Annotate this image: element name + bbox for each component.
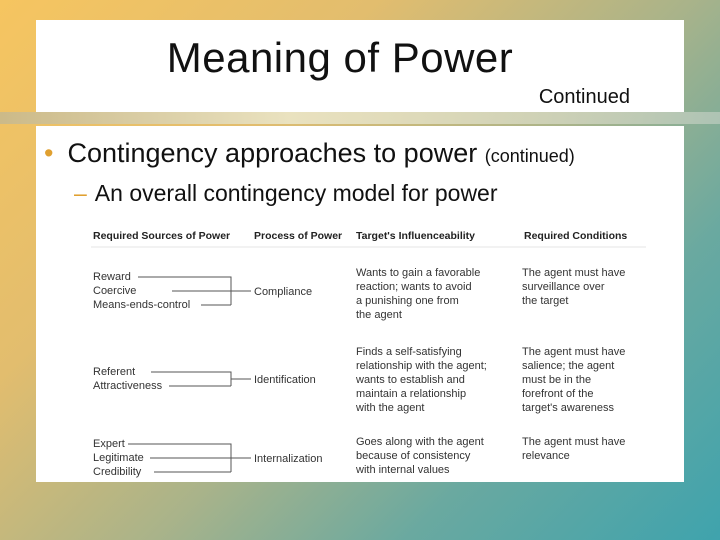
content-area [36, 126, 684, 482]
slide-subtitle: Continued [538, 86, 630, 108]
influence-line: maintain a relationship [356, 388, 467, 400]
process-label: Compliance [254, 286, 313, 298]
influence-line: wants to establish and [356, 374, 465, 386]
sub-bullet-text: An overall contingency model for power [94, 180, 498, 206]
main-bullet [44, 138, 575, 169]
source-label: Expert [93, 438, 125, 450]
main-bullet-text: Contingency approaches to power [67, 138, 478, 168]
source-label: Coercive [93, 285, 137, 297]
influence-line: Goes along with the agent [356, 436, 484, 448]
header-conditions: Required Conditions [524, 230, 628, 242]
condition-line: salience; the agent [522, 360, 615, 372]
sub-bullet [74, 180, 498, 207]
condition-line: target's awareness [522, 402, 614, 414]
divider-band [0, 112, 720, 124]
influence-line: relationship with the agent; [356, 360, 487, 372]
condition-line: The agent must have [522, 267, 626, 279]
condition-line: relevance [522, 450, 570, 462]
influence-line: with the agent [356, 402, 425, 414]
header-process: Process of Power [254, 230, 343, 242]
connector-lines [128, 444, 251, 472]
influence-line: Wants to gain a favorable [356, 267, 481, 279]
influence-line: reaction; wants to avoid [356, 281, 472, 293]
source-label: Credibility [93, 466, 142, 478]
source-label: Referent [93, 366, 136, 378]
source-label: Reward [93, 271, 131, 283]
influence-line: the agent [356, 309, 402, 321]
influence-line: with internal values [356, 464, 450, 476]
title-area [36, 20, 684, 112]
condition-line: surveillance over [522, 281, 605, 293]
header-influenceability: Target's Influenceability [356, 230, 475, 242]
header-sources: Required Sources of Power [93, 230, 231, 242]
connector-lines [151, 372, 251, 386]
dash-icon: – [74, 180, 87, 206]
bullet-dot-icon: • [44, 138, 54, 168]
contingency-model-table [36, 222, 684, 482]
slide-title: Meaning of Power [166, 34, 514, 81]
table-row [93, 267, 625, 321]
source-label: Attractiveness [93, 380, 163, 392]
process-label: Internalization [254, 453, 323, 465]
influence-line: Finds a self-satisfying [356, 346, 462, 358]
process-label: Identification [254, 374, 316, 386]
main-bullet-suffix: (continued) [484, 146, 575, 166]
condition-line: The agent must have [522, 436, 626, 448]
condition-line: must be in the [522, 374, 592, 386]
table-row [93, 346, 625, 414]
influence-line: because of consistency [356, 450, 471, 462]
source-label: Means-ends-control [93, 299, 191, 311]
condition-line: the target [522, 295, 569, 307]
influence-line: a punishing one from [356, 295, 459, 307]
table-row [93, 436, 625, 478]
condition-line: The agent must have [522, 346, 626, 358]
condition-line: forefront of the [522, 388, 594, 400]
source-label: Legitimate [93, 452, 144, 464]
